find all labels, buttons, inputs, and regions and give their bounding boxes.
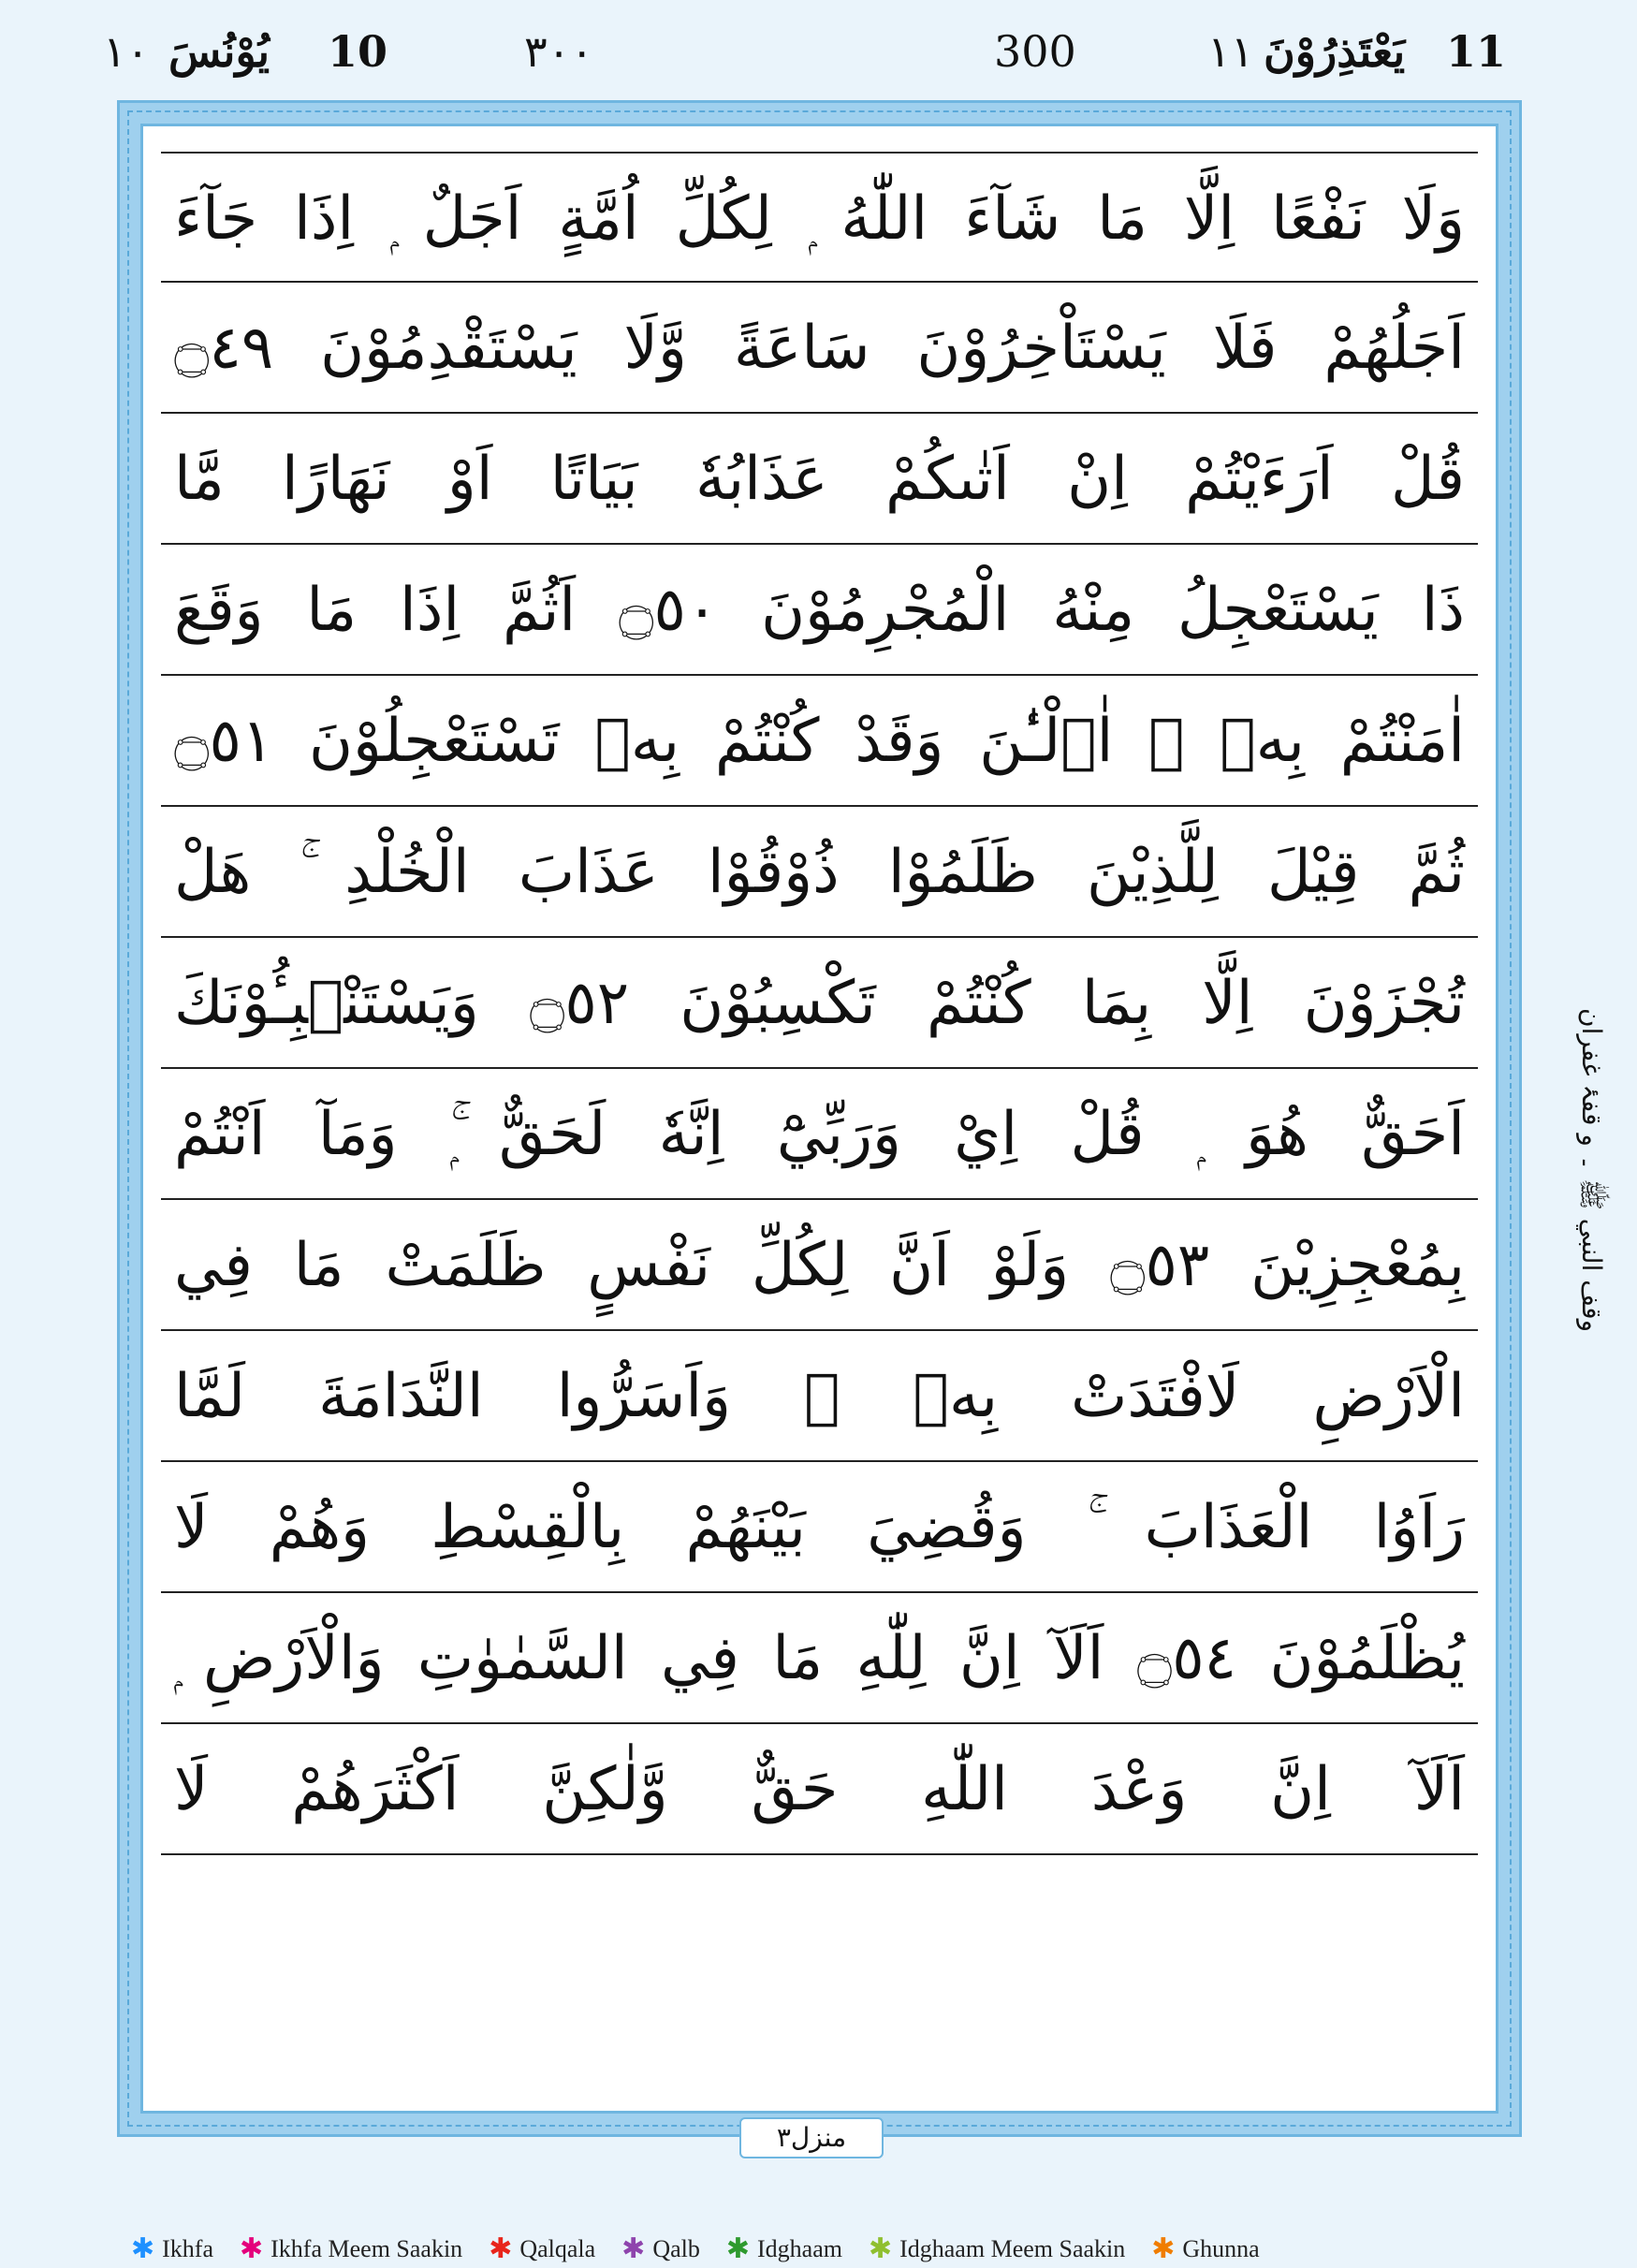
margin-note: وقف النبي ﷺ ۔ و قفۂ غفران [1576, 1007, 1607, 1333]
verse-line: الْاَرْضِ لَافْتَدَتْ بِهٖ ۭ وَاَسَرُّوا النَّدَامَةَ لَمَّا [161, 1331, 1478, 1462]
verse-line: تُجْزَوْنَ اِلَّا بِمَا كُنْتُمْ تَكْسِبُوْنَ ۝٥٢ وَيَسْتَنْۢبِـُٔوْنَكَ [161, 938, 1478, 1069]
star-icon: ✱ [725, 2233, 750, 2264]
tajweed-legend [131, 2232, 1260, 2266]
legend-item [1151, 2235, 1259, 2263]
verse-line: يُظْلَمُوْنَ ۝٥٤ اَلَآ اِنَّ لِلّٰهِ مَا فِي السَّمٰوٰتِ وَالْاَرْضِ ۭ [161, 1593, 1478, 1724]
legend-item [726, 2235, 842, 2263]
legend-label: Qalb [652, 2235, 700, 2262]
star-icon: ✱ [868, 2233, 893, 2264]
legend-label: Ikhfa Meem Saakin [270, 2235, 463, 2262]
legend-item [131, 2235, 213, 2263]
page-number: 300 [994, 26, 1076, 77]
page-header [0, 0, 1637, 103]
legend-label: Idghaam Meem Saakin [899, 2235, 1126, 2262]
legend-item [869, 2235, 1125, 2263]
verse-line: اَحَقٌّ هُوَ ۭ قُلْ اِيْ وَرَبِّيْٓ اِنَّهٗ لَحَقٌّ ۭۚ وَمَآ اَنْتُمْ [161, 1069, 1478, 1200]
juz-name: يَعْتَذِرُوْنَ [1264, 26, 1406, 77]
legend-item [240, 2235, 462, 2263]
juz-number-arabic: ١١ [1207, 26, 1254, 77]
juz-number: 11 [1446, 26, 1507, 77]
verse-line: اَجَلُهُمْ فَلَا يَسْتَاْخِرُوْنَ سَاعَةً وَّلَا يَسْتَقْدِمُوْنَ ۝٤٩ [161, 283, 1478, 414]
manzil-label: منزل٣ [739, 2117, 884, 2158]
verse-line: بِمُعْجِزِيْنَ ۝٥٣ وَلَوْ اَنَّ لِكُلِّ نَفْسٍ ظَلَمَتْ مَا فِي [161, 1200, 1478, 1331]
verse-line: وَلَا نَفْعًا اِلَّا مَا شَآءَ اللّٰهُ ۭ لِكُلِّ اُمَّةٍ اَجَلٌ ۭ اِذَا جَآءَ [161, 152, 1478, 283]
star-icon: ✱ [489, 2233, 513, 2264]
verse-line: قُلْ اَرَءَيْتُمْ اِنْ اَتٰىكُمْ عَذَابُهٗ بَيَاتًا اَوْ نَهَارًا مَّا [161, 414, 1478, 545]
star-icon: ✱ [240, 2233, 264, 2264]
verse-line: اٰمَنْتُمْ بِهٖ ۭ اٰۗلْـٰٔنَ وَقَدْ كُنْتُمْ بِهٖ تَسْتَعْجِلُوْنَ ۝٥١ [161, 676, 1478, 807]
legend-label: Qalqala [519, 2235, 596, 2262]
surah-number: 10 [328, 26, 388, 77]
legend-label: Idghaam [757, 2235, 842, 2262]
surah-name: يُوْنُسَ [168, 26, 270, 77]
surah-number-arabic: ١٠ [103, 26, 150, 77]
legend-item [621, 2235, 700, 2263]
verse-lines [161, 152, 1478, 2085]
verse-line: اَلَآ اِنَّ وَعْدَ اللّٰهِ حَقٌّ وَّلٰكِنَّ اَكْثَرَهُمْ لَا [161, 1724, 1478, 1855]
star-icon: ✱ [131, 2233, 155, 2264]
page-frame [120, 103, 1519, 2134]
page-number-arabic: ٣٠٠ [524, 26, 594, 77]
star-icon: ✱ [621, 2233, 646, 2264]
legend-label: Ghunna [1182, 2235, 1260, 2262]
verse-line: ذَا يَسْتَعْجِلُ مِنْهُ الْمُجْرِمُوْنَ ۝٥٠ اَثُمَّ اِذَا مَا وَقَعَ [161, 545, 1478, 676]
legend-item [489, 2235, 595, 2263]
verse-line: رَاَوُا الْعَذَابَ ۚ وَقُضِيَ بَيْنَهُمْ بِالْقِسْطِ وَهُمْ لَا [161, 1462, 1478, 1593]
legend-label: Ikhfa [162, 2235, 213, 2262]
verse-line: ثُمَّ قِيْلَ لِلَّذِيْنَ ظَلَمُوْا ذُوْقُوْا عَذَابَ الْخُلْدِ ۚ هَلْ [161, 807, 1478, 938]
star-icon: ✱ [1151, 2233, 1176, 2264]
